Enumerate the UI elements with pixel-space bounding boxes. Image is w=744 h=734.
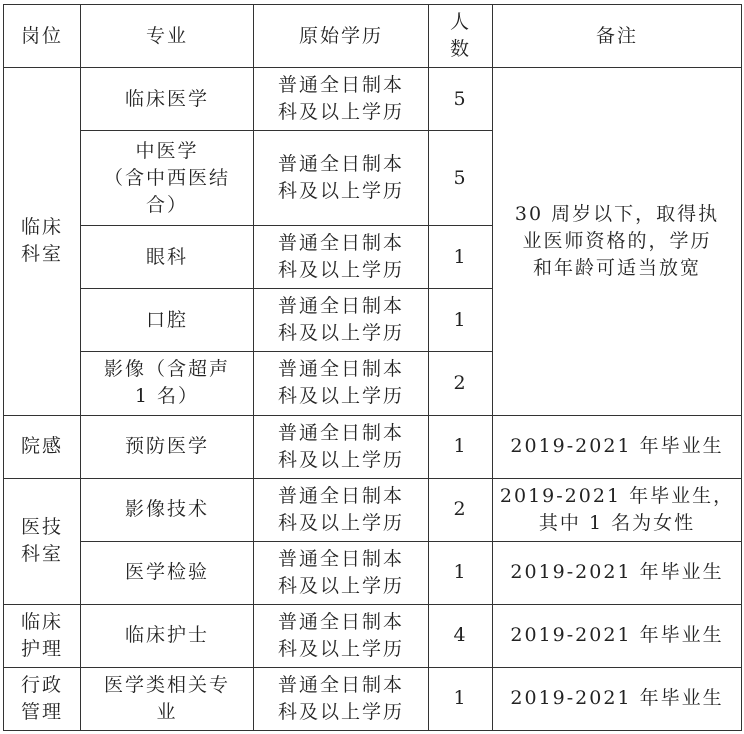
education-cell: 普通全日制本 科及以上学历 bbox=[254, 604, 429, 667]
header-education: 原始学历 bbox=[254, 5, 429, 68]
major-cell: 医学检验 bbox=[81, 541, 254, 604]
table-row bbox=[4, 478, 742, 541]
table-row bbox=[4, 68, 742, 131]
count-cell: 1 bbox=[429, 289, 493, 352]
count-cell: 4 bbox=[429, 604, 493, 667]
header-remarks: 备注 bbox=[493, 5, 742, 68]
major-cell: 中医学 （含中西医结 合） bbox=[81, 131, 254, 226]
major-cell: 口腔 bbox=[81, 289, 254, 352]
major-cell: 临床医学 bbox=[81, 68, 254, 131]
education-cell: 普通全日制本 科及以上学历 bbox=[254, 226, 429, 289]
education-cell: 普通全日制本 科及以上学历 bbox=[254, 289, 429, 352]
count-cell: 5 bbox=[429, 68, 493, 131]
major-cell: 影像技术 bbox=[81, 478, 254, 541]
header-count: 人 数 bbox=[429, 5, 493, 68]
remark-cell: 2019-2021 年毕业生， 其中 1 名为女性 bbox=[493, 478, 742, 541]
table-row bbox=[4, 415, 742, 478]
table-row bbox=[4, 541, 742, 604]
table-row bbox=[4, 667, 742, 730]
count-cell: 1 bbox=[429, 226, 493, 289]
clinical-remark: 30 周岁以下，取得执 业医师资格的，学历 和年龄可适当放宽 bbox=[493, 68, 742, 415]
major-cell: 预防医学 bbox=[81, 415, 254, 478]
count-cell: 2 bbox=[429, 352, 493, 415]
header-major: 专业 bbox=[81, 5, 254, 68]
major-cell: 临床护士 bbox=[81, 604, 254, 667]
remark-cell: 2019-2021 年毕业生 bbox=[493, 415, 742, 478]
major-cell: 眼科 bbox=[81, 226, 254, 289]
table-header-row bbox=[4, 5, 742, 68]
count-cell: 1 bbox=[429, 541, 493, 604]
count-cell: 1 bbox=[429, 415, 493, 478]
count-cell: 5 bbox=[429, 131, 493, 226]
group-medtech: 医技 科室 bbox=[4, 478, 81, 604]
education-cell: 普通全日制本 科及以上学历 bbox=[254, 415, 429, 478]
count-cell: 1 bbox=[429, 667, 493, 730]
remark-cell: 2019-2021 年毕业生 bbox=[493, 541, 742, 604]
count-cell: 2 bbox=[429, 478, 493, 541]
group-nursing: 临床 护理 bbox=[4, 604, 81, 667]
education-cell: 普通全日制本 科及以上学历 bbox=[254, 478, 429, 541]
education-cell: 普通全日制本 科及以上学历 bbox=[254, 667, 429, 730]
group-clinical: 临床 科室 bbox=[4, 68, 81, 415]
education-cell: 普通全日制本 科及以上学历 bbox=[254, 352, 429, 415]
major-cell: 影像（含超声 1 名） bbox=[81, 352, 254, 415]
group-admin: 行政 管理 bbox=[4, 667, 81, 730]
education-cell: 普通全日制本 科及以上学历 bbox=[254, 68, 429, 131]
major-cell: 医学类相关专 业 bbox=[81, 667, 254, 730]
group-infection: 院感 bbox=[4, 415, 81, 478]
education-cell: 普通全日制本 科及以上学历 bbox=[254, 541, 429, 604]
table-row bbox=[4, 604, 742, 667]
header-position: 岗位 bbox=[4, 5, 81, 68]
recruitment-table bbox=[3, 4, 742, 731]
remark-cell: 2019-2021 年毕业生 bbox=[493, 667, 742, 730]
education-cell: 普通全日制本 科及以上学历 bbox=[254, 131, 429, 226]
remark-cell: 2019-2021 年毕业生 bbox=[493, 604, 742, 667]
